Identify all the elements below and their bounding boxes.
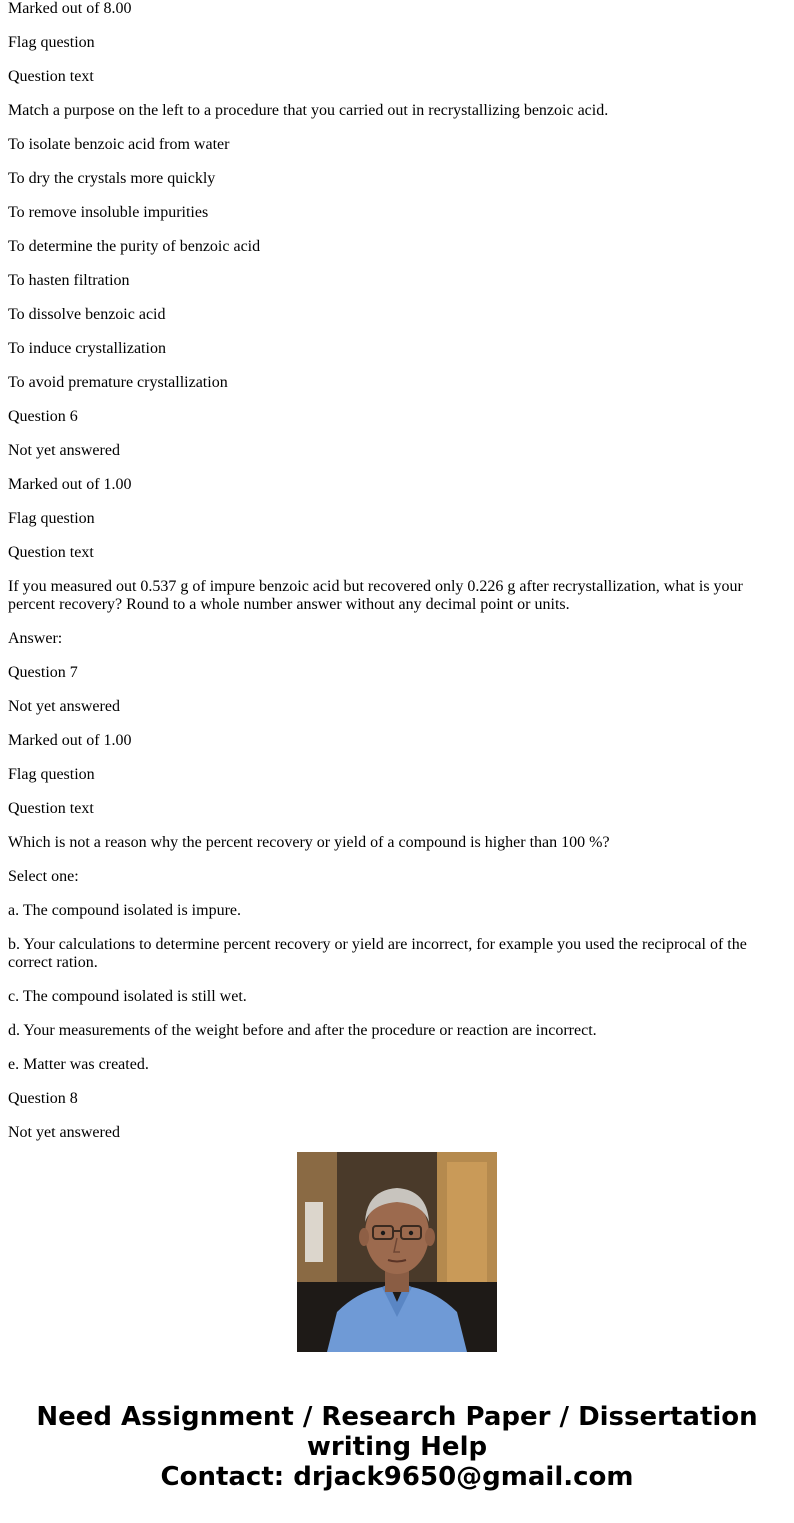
flag-question-link[interactable]: Flag question xyxy=(8,510,95,527)
match-item: To dry the crystals more quickly xyxy=(8,170,216,187)
answer-option[interactable]: e. Matter was created. xyxy=(8,1056,149,1073)
question-text-label: Question text xyxy=(8,68,94,85)
question-prompt: Match a purpose on the left to a procedure that you carried out in recrystallizing benzoic acid. xyxy=(8,102,609,119)
promo-title xyxy=(0,1402,794,1492)
select-one-label: Select one: xyxy=(8,868,79,885)
answer-option[interactable]: c. The compound isolated is still wet. xyxy=(8,988,247,1005)
question-number: Question 7 xyxy=(8,664,78,681)
question-text-label: Question text xyxy=(8,800,94,817)
marked-out-text: Marked out of 1.00 xyxy=(8,476,132,493)
person-photo-icon xyxy=(297,1152,497,1352)
promo-section xyxy=(0,1152,794,1492)
question-number: Question 8 xyxy=(8,1090,78,1107)
question-status: Not yet answered xyxy=(8,698,120,715)
match-item: To remove insoluble impurities xyxy=(8,204,209,221)
answer-option[interactable]: a. The compound isolated is impure. xyxy=(8,902,241,919)
promo-heading: Need Assignment / Research Paper / Dissertation writing Help xyxy=(36,1402,758,1462)
answer-label: Answer: xyxy=(8,630,63,647)
match-item: To hasten filtration xyxy=(8,272,130,289)
question-text-label: Question text xyxy=(8,544,94,561)
answer-option[interactable]: b. Your calculations to determine percent recovery or yield are incorrect, for example you used the reciprocal of the correct ration. xyxy=(8,936,747,971)
avatar xyxy=(297,1152,497,1352)
flag-question-link[interactable]: Flag question xyxy=(8,34,95,51)
question-number: Question 6 xyxy=(8,408,78,425)
promo-contact[interactable]: Contact: drjack9650@gmail.com xyxy=(160,1462,634,1492)
question-prompt: Which is not a reason why the percent recovery or yield of a compound is higher than 100 %? xyxy=(8,834,610,851)
marked-out-text: Marked out of 8.00 xyxy=(8,0,132,17)
question-document xyxy=(8,0,786,1141)
answer-option[interactable]: d. Your measurements of the weight before and after the procedure or reaction are incorrect. xyxy=(8,1022,597,1039)
match-item: To avoid premature crystallization xyxy=(8,374,228,391)
match-item: To determine the purity of benzoic acid xyxy=(8,238,261,255)
match-item: To induce crystallization xyxy=(8,340,166,357)
marked-out-text: Marked out of 1.00 xyxy=(8,732,132,749)
question-status: Not yet answered xyxy=(8,1124,120,1141)
question-prompt: If you measured out 0.537 g of impure benzoic acid but recovered only 0.226 g after recrystallization, what is your percent recovery? Round to a whole number answer without any decimal point or units. xyxy=(8,578,743,613)
match-item: To isolate benzoic acid from water xyxy=(8,136,230,153)
match-item: To dissolve benzoic acid xyxy=(8,306,166,323)
question-status: Not yet answered xyxy=(8,442,120,459)
flag-question-link[interactable]: Flag question xyxy=(8,766,95,783)
